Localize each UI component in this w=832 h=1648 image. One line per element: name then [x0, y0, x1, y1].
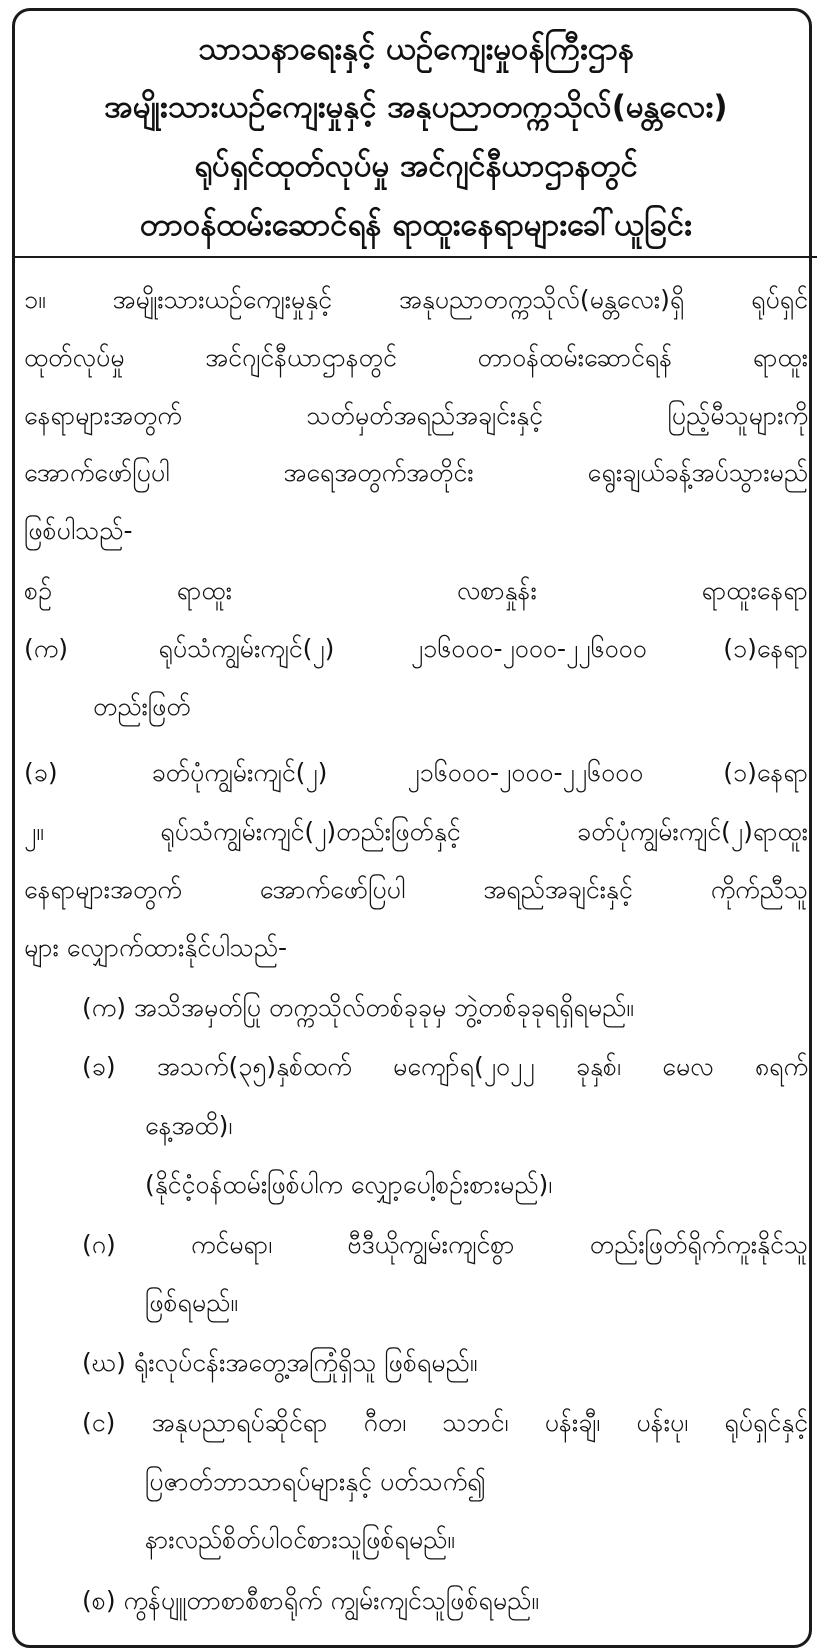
para1-line: ၁။ အမျိုးသားယဉ်ကျေးမှုနှင့် အနုပညာတက္ကသိုလ်(မန္တလေး)ရှိ ရုပ်ရှင်	[24, 285, 808, 314]
table-row	[24, 636, 808, 661]
row-salary: ၂၁၆၀၀၀-၂၀၀၀-၂၂၆၀၀၀	[407, 758, 644, 787]
para1-line: ထုတ်လုပ်မှု အင်ဂျင်နီယာဌာနတွင် တာဝန်ထမ်းဆောင်ရန် ရာထူး	[24, 343, 808, 372]
para2-line: များ လျှောက်ထားနိုင်ပါသည်-	[24, 933, 288, 962]
requirement-item: (ဂ) ကင်မရာ၊ ဗီဒီယိုကျွမ်းကျင်စွာ တည်းဖြတ်ရိုက်ကူးနိုင်သူ	[82, 1230, 808, 1259]
header-salary: လစာနှုန်း	[456, 576, 537, 605]
table-row	[24, 760, 808, 785]
row-count: (၁)နေရာ	[723, 758, 808, 787]
title-ministry: သာသနာရေးနှင့် ယဉ်ကျေးမှုဝန်ကြီးဌာန	[198, 31, 634, 67]
requirement-item: (စ) ကွန်ပျူတာစာစီစာရိုက် ကျွမ်းကျင်သူဖြစ်ရမည်။	[82, 1586, 539, 1615]
table-header	[24, 578, 808, 603]
requirement-continuation: ဖြစ်ရမည်။	[145, 1288, 238, 1317]
title-university: အမျိုးသားယဉ်ကျေးမှုနှင့် အနုပညာတက္ကသိုလ်(မန္တလေး)	[104, 89, 728, 125]
para1-line: နေရာများအတွက် သတ်မှတ်အရည်အချင်းနှင့် ပြည့်မီသူများကို	[24, 401, 808, 430]
row-salary: ၂၁၆၀၀၀-၂၀၀၀-၂၂၆၀၀၀	[410, 634, 647, 663]
requirement-item: (က) အသိအမှတ်ပြု တက္ကသိုလ်တစ်ခုခုမှ ဘွဲ့တစ်ခုခုရရှိရမည်။	[82, 993, 634, 1022]
para2-line: ၂။ ရုပ်သံကျွမ်းကျင်(၂)တည်းဖြတ်နှင့် ခတ်ပုံကျွမ်းကျင်(၂)ရာထူး	[24, 817, 808, 846]
row-serial: (က)	[24, 634, 68, 663]
requirement-continuation: နားလည်စိတ်ပါဝင်စားသူဖြစ်ရမည်။	[145, 1525, 455, 1554]
requirement-item: (င) အနုပညာရပ်ဆိုင်ရာ ဂီတ၊ သဘင်၊ ပန်းချီ၊ ပန်းပု၊ ရုပ်ရှင်နှင့်	[82, 1408, 808, 1437]
requirement-item: (ခ) အသက်(၃၅)နှစ်ထက် မကျော်ရ(၂၀၂၂ ခုနှစ်၊ မေလ ၈ရက်	[82, 1052, 808, 1081]
para1-line: ဖြစ်ပါသည်-	[24, 516, 133, 545]
row-position-continuation: တည်းဖြတ်	[93, 692, 191, 721]
requirement-continuation: နေ့အထိ)၊	[145, 1111, 233, 1140]
row-position: ခတ်ပုံကျွမ်းကျင်(၂)	[151, 758, 328, 787]
header-position: ရာထူး	[176, 576, 232, 605]
row-position: ရုပ်သံကျွမ်းကျင်(၂)	[158, 634, 335, 663]
requirement-item: (ဃ) ရုံးလုပ်ငန်းအတွေ့အကြုံရှိသူ ဖြစ်ရမည်။	[82, 1348, 478, 1377]
row-serial: (ခ)	[24, 758, 58, 787]
title-divider	[15, 256, 817, 258]
requirement-continuation: (နိုင်ငံ့ဝန်ထမ်းဖြစ်ပါက လျှော့ပေါ့စဉ်းစားမည်)၊	[145, 1170, 553, 1199]
row-count: (၁)နေရာ	[723, 634, 808, 663]
para1-line: အောက်ဖော်ပြပါ အရေအတွက်အတိုင်း ရွေးချယ်ခန့်အပ်သွားမည်	[24, 458, 808, 487]
para2-line: နေရာများအတွက် အောက်ဖော်ပြပါ အရည်အချင်းနှင့် ကိုက်ညီသူ	[24, 875, 808, 904]
requirement-continuation: ပြဇာတ်ဘာသာရပ်များနှင့် ပတ်သက်၍	[145, 1467, 486, 1496]
header-count: ရာထူးနေရာ	[701, 576, 808, 605]
title-department: ရုပ်ရှင်ထုတ်လုပ်မှု အင်ဂျင်နီယာဌာနတွင်	[194, 148, 638, 184]
title-announcement: တာဝန်ထမ်းဆောင်ရန် ရာထူးနေရာများခေါ်ယူခြင်း	[140, 207, 692, 243]
header-serial: စဉ်	[24, 576, 52, 605]
